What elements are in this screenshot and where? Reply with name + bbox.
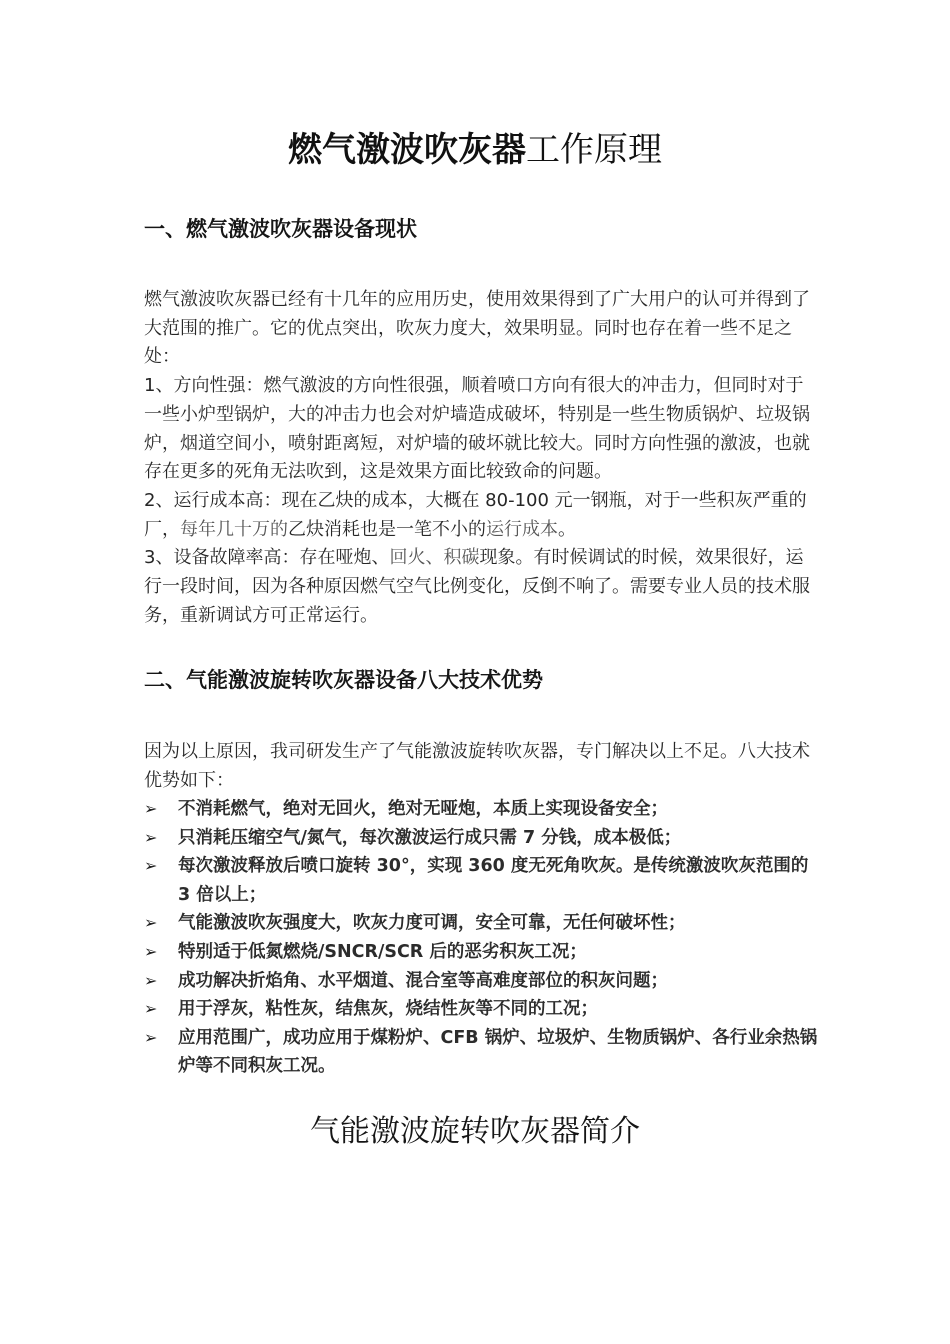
item-2-text-b: 每年几十万的 — [180, 518, 288, 540]
item-2-text-a: 2、运行成本高：现在乙炔的成本，大概在 80-100 元一钢瓶，对于一些积灰严重的厂， — [144, 489, 807, 540]
section-2-heading: 二、气能激波旋转吹灰器设备八大技术优势 — [144, 668, 543, 692]
arrow-bullet-icon: ➢ — [144, 856, 158, 876]
list-item: ➢ 成功解决折焰角、水平烟道、混合室等高难度部位的积灰问题； — [144, 967, 824, 996]
arrow-bullet-icon: ➢ — [144, 970, 158, 990]
item-3-text-a: 3、设备故障率高：存在哑炮、 — [144, 547, 390, 569]
section-1-item-3 — [144, 544, 814, 630]
list-item: ➢ 每次激波释放后喷口旋转 30°，实现 360 度无死角吹灰。是传统激波吹灰范围的 3 倍以上； — [144, 852, 824, 909]
list-item: ➢ 用于浮灰，粘性灰，结焦灰，烧结性灰等不同的工况； — [144, 995, 824, 1024]
item-2-text-e: 。 — [558, 518, 576, 540]
title-normal-part: 工作原理 — [526, 130, 662, 170]
section-1-heading: 一、燃气激波吹灰器设备现状 — [144, 217, 417, 241]
list-item: ➢ 特别适于低氮燃烧/SNCR/SCR 后的恶劣积灰工况； — [144, 938, 824, 967]
section-2-intro: 因为以上原因，我司研发生产了气能激波旋转吹灰器，专门解决以上不足。八大技术优势如下： — [144, 741, 810, 791]
arrow-bullet-icon: ➢ — [144, 913, 158, 933]
item-3-text-c: 现象。有时候调试的时候，效果很好，运行一段时间，因为各种原因燃气空气比例变化，反倒不响了。需要专业人员的技术服务，重新调试方可正常运行。 — [144, 547, 810, 626]
arrow-bullet-icon: ➢ — [144, 941, 158, 961]
arrow-bullet-icon: ➢ — [144, 799, 158, 818]
section-1-item-1: 1、方向性强：燃气激波的方向性很强，顺着喷口方向有很大的冲击力，但同时对于一些小炉型锅炉，大的冲击力也会对炉墙造成破坏，特别是一些生物质锅炉、垃圾锅炉，烟道空间小，喷射距离短，对炉墙的破坏就比较大。同时方向性强的激波，也就存在更多的死角无法吹到，这是效果方面比较致命的问题。 — [144, 375, 810, 483]
list-item: ➢ 气能激波吹灰强度大，吹灰力度可调，安全可靠，无任何破坏性； — [144, 909, 824, 938]
item-2-text-c: 乙炔消耗也是一笔不小的 — [288, 518, 486, 540]
list-item: ➢ 不消耗燃气，绝对无回火，绝对无哑炮，本质上实现设备安全； — [144, 795, 824, 824]
section-1-body — [144, 286, 814, 630]
arrow-bullet-icon: ➢ — [144, 999, 158, 1019]
list-item: ➢ 只消耗压缩空气/氮气，每次激波运行成只需 7 分钱，成本极低； — [144, 824, 824, 853]
section-2-body — [144, 738, 814, 795]
document-title — [0, 126, 950, 174]
item-2-text-d: 运行成本 — [486, 518, 558, 540]
section-1-intro: 燃气激波吹灰器已经有十几年的应用历史，使用效果得到了广大用户的认可并得到了大范围的推广。它的优点突出，吹灰力度大，效果明显。同时也存在着一些不足之处： — [144, 289, 810, 368]
arrow-bullet-icon: ➢ — [144, 1027, 158, 1047]
list-item: ➢ 应用范围广，成功应用于煤粉炉、CFB 锅炉、垃圾炉、生物质锅炉、各行业余热锅炉等不同积灰工况。 — [144, 1024, 824, 1081]
section-3-title: 气能激波旋转吹灰器简介 — [310, 1114, 640, 1149]
item-3-text-b: 回火、积碳 — [389, 547, 480, 569]
title-bold-part: 燃气激波吹灰器 — [288, 130, 526, 170]
advantages-list — [144, 795, 824, 1081]
section-1-item-2 — [144, 487, 814, 544]
arrow-bullet-icon: ➢ — [144, 827, 158, 847]
